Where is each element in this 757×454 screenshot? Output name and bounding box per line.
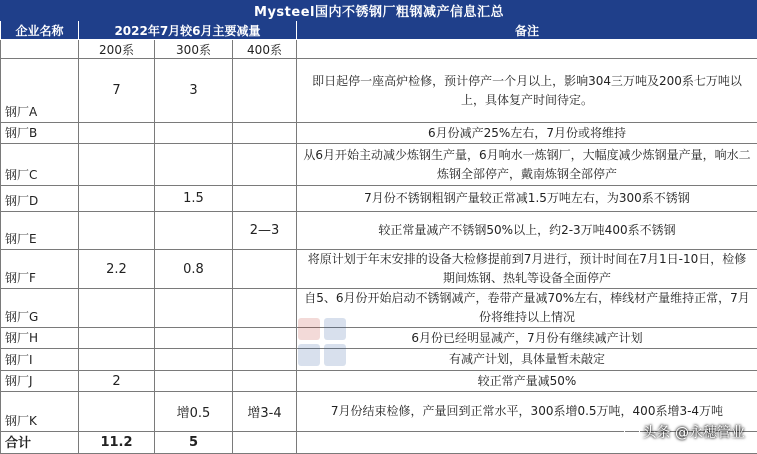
value-400 [233,289,297,328]
company-name: 钢厂B [1,123,79,144]
value-400 [233,371,297,392]
value-200 [79,289,155,328]
value-400 [233,144,297,186]
value-400 [233,328,297,349]
value-200: 2.2 [79,250,155,289]
note-cell: 将原计划于年末安排的设备大检修提前到7月进行，预计时间在7月1日-10日，检修期间炼钢、热轧等设备全面停产 [297,250,757,289]
value-300 [155,144,233,186]
value-200: 7 [79,59,155,123]
value-200: 2 [79,371,155,392]
note-cell: 有减产计划，具体量暂未敲定 [297,349,757,371]
value-300: 3 [155,59,233,123]
value-400: 增3-4 [233,392,297,432]
value-200 [79,123,155,144]
value-300 [155,328,233,349]
note-cell: 7月份不锈钢粗钢产量较正常减1.5万吨左右，为300系不锈钢 [297,186,757,212]
company-name: 钢厂H [1,328,79,349]
total-label: 合计 [1,432,79,454]
company-name: 钢厂G [1,289,79,328]
value-300: 增0.5 [155,392,233,432]
value-300: 0.8 [155,250,233,289]
company-name: 钢厂I [1,349,79,371]
table-row [1,123,757,144]
company-name: 钢厂J [1,371,79,392]
company-name: 钢厂E [1,212,79,250]
table-row [1,328,757,349]
note-cell: 6月份已经明显减产，7月份有继续减产计划 [297,328,757,349]
total-300: 5 [155,432,233,454]
value-400 [233,250,297,289]
value-200 [79,144,155,186]
value-200 [79,328,155,349]
value-400 [233,59,297,123]
company-name: 钢厂A [1,59,79,123]
total-200: 11.2 [79,432,155,454]
reduction-header: 2022年7月较6月主要减量 [79,21,297,40]
value-400 [233,186,297,212]
table-row [1,59,757,123]
notes-subheader-blank [297,40,757,59]
note-cell: 从6月开始主动减少炼钢生产量，6月响水一炼钢厂，大幅度减少炼钢量产量，响水二炼钢全部停产，戴南炼钢全部停产 [297,144,757,186]
series-200-header: 200系 [79,40,155,59]
table-row [1,250,757,289]
value-300 [155,371,233,392]
company-header: 企业名称 [1,21,79,40]
company-name: 钢厂D [1,186,79,212]
company-subheader-blank [1,40,79,59]
table-row [1,186,757,212]
total-400 [233,432,297,454]
note-cell: 自5、6月份开始启动不锈钢减产，卷带产量减70%左右，棒线材产量维持正常，7月份将维持以上情况 [297,289,757,328]
note-cell: 6月份减产25%左右，7月份或将维持 [297,123,757,144]
value-300 [155,289,233,328]
table-row [1,144,757,186]
note-cell: 7月份结束检修，产量回到正常水平，300系增0.5万吨，400系增3-4万吨 [297,392,757,432]
source-credit [624,422,745,442]
value-200 [79,392,155,432]
table-title: Mysteel国内不锈钢厂粗钢减产信息汇总 [1,1,757,21]
company-name: 钢厂F [1,250,79,289]
camera-icon [624,423,640,439]
value-400: 2—3 [233,212,297,250]
value-200 [79,186,155,212]
series-300-header: 300系 [155,40,233,59]
value-300: 1.5 [155,186,233,212]
series-400-header: 400系 [233,40,297,59]
notes-header: 备注 [297,21,757,40]
note-cell: 较正常产量减50% [297,371,757,392]
value-300 [155,212,233,250]
note-cell: 较正常量减产不锈钢50%以上，约2-3万吨400系不锈钢 [297,212,757,250]
table-row [1,349,757,371]
value-400 [233,349,297,371]
credit-text: 头条 @永穗管业 [643,425,745,441]
table-row [1,289,757,328]
table-row [1,212,757,250]
company-name: 钢厂C [1,144,79,186]
value-300 [155,123,233,144]
table-row [1,371,757,392]
note-cell: 即日起停一座高炉检修，预计停产一个月以上，影响304三万吨及200系七万吨以上，具体复产时间待定。 [297,59,757,123]
company-name: 钢厂K [1,392,79,432]
value-200 [79,212,155,250]
value-200 [79,349,155,371]
value-400 [233,123,297,144]
value-300 [155,349,233,371]
